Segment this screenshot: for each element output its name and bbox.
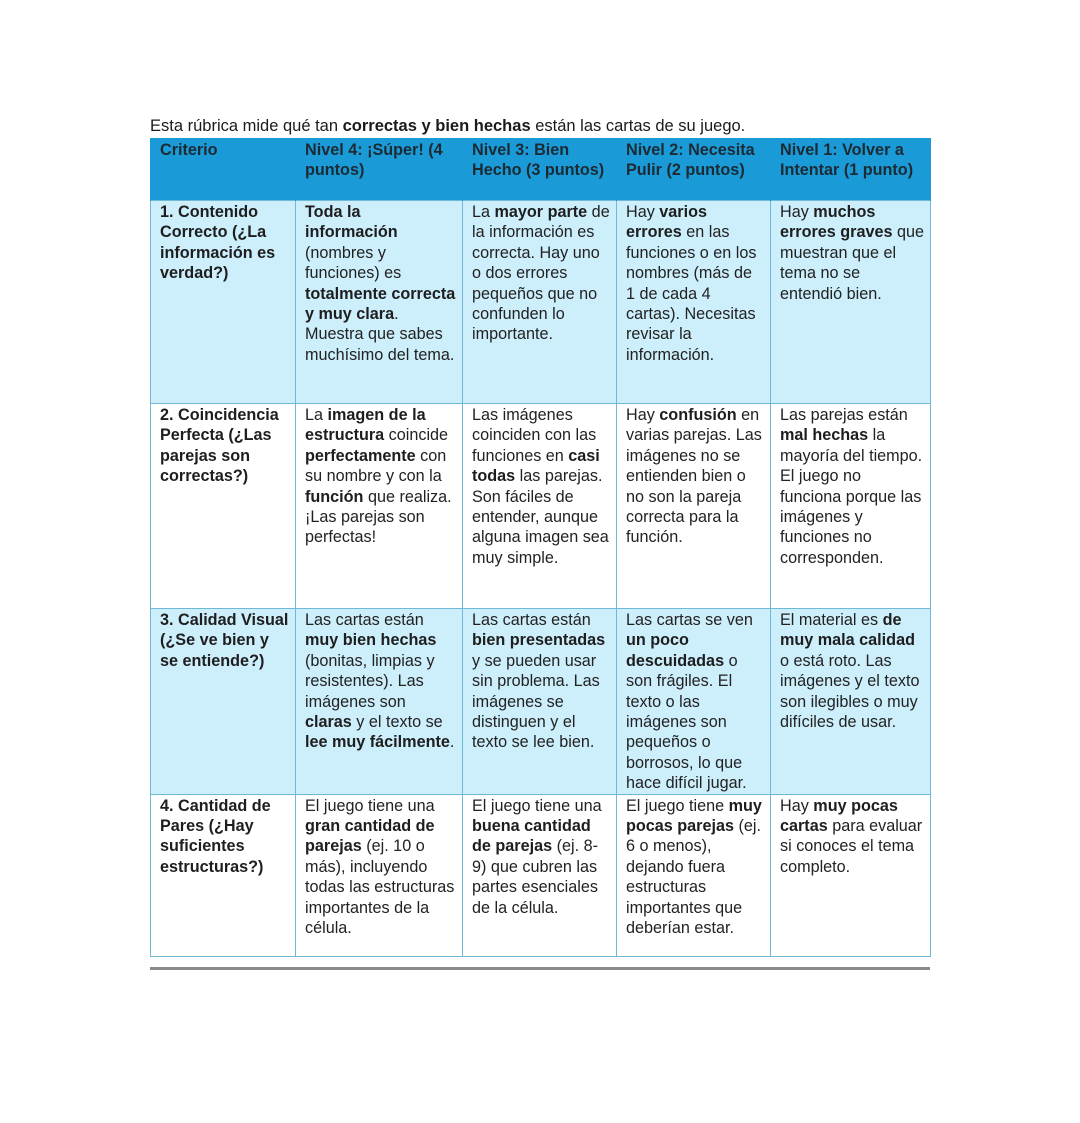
- bottom-divider: [150, 967, 930, 970]
- body-text: El juego tiene una: [472, 796, 602, 815]
- level-cell: [617, 201, 771, 404]
- body-text: y se pueden usar sin problema. Las imágenes se distinguen y el texto se lee bien.: [472, 651, 600, 752]
- emphasis-text: gran cantidad de parejas: [305, 817, 435, 856]
- body-text: La: [305, 406, 328, 424]
- body-text: (ej. 10 o más), incluyendo todas las estructuras importantes de la célula.: [305, 837, 455, 938]
- criterion-cell: 4. Cantidad de Pares (¿Hay suficientes estructuras?): [151, 794, 296, 956]
- emphasis-text: perfectamente: [305, 446, 416, 465]
- level-cell: [463, 404, 617, 609]
- body-text: Las cartas están: [472, 611, 591, 629]
- level-cell: [296, 201, 463, 404]
- body-text: las parejas. Son fáciles de entender, aunque alguna imagen sea muy simple.: [472, 467, 609, 567]
- emphasis-text: confusión: [659, 406, 737, 424]
- level-cell: [296, 404, 463, 609]
- emphasis-text: varios errores: [626, 203, 707, 242]
- table-row: [151, 404, 931, 609]
- emphasis-text: muy pocas cartas: [780, 796, 898, 836]
- criterion-cell: 2. Coincidencia Perfecta (¿Las parejas son correctas?): [151, 404, 296, 609]
- intro-text-start: Esta rúbrica mide qué tan: [150, 117, 343, 135]
- intro-sentence: [150, 116, 745, 136]
- body-text: (ej. 6 o menos), dejando fuera estructuras importantes que deberían estar.: [626, 817, 761, 938]
- header-nivel-2: Nivel 2: Necesita Pulir (2 puntos): [617, 138, 771, 201]
- body-text: (ej. 8-9) que cubren las partes esenciales de la célula.: [472, 837, 598, 917]
- emphasis-text: claras: [305, 713, 352, 732]
- level-cell: [771, 201, 931, 404]
- body-text: Las parejas están: [780, 406, 908, 424]
- body-text: Hay: [626, 203, 660, 221]
- emphasis-text: bien presentadas: [472, 631, 606, 650]
- emphasis-text: lee muy fácilmente: [305, 733, 450, 752]
- level-cell: [296, 609, 463, 795]
- level-cell: [771, 794, 931, 956]
- body-text: en varias parejas. Las imágenes no se entienden bien o no son la pareja correcta para la función.: [626, 406, 762, 547]
- emphasis-text: de muy mala calidad: [780, 611, 915, 650]
- rubric-table: [150, 138, 931, 957]
- body-text: El juego tiene una: [305, 796, 435, 815]
- header-row: [151, 138, 931, 201]
- body-text: y el texto se: [351, 713, 443, 732]
- body-text: coincide: [384, 426, 449, 445]
- body-text: (nombres y funciones) es: [305, 243, 402, 283]
- header-nivel-4: Nivel 4: ¡Súper! (4 puntos): [296, 138, 463, 201]
- emphasis-text: muy bien hechas: [305, 631, 437, 650]
- emphasis-text: mayor parte: [494, 203, 588, 221]
- level-cell: [771, 609, 931, 795]
- intro-text-bold: correctas y bien hechas: [342, 117, 531, 135]
- body-text: Las imágenes coinciden con las funciones en: [472, 406, 597, 465]
- level-cell: [463, 609, 617, 795]
- intro-text-end: están las cartas de su juego.: [530, 117, 746, 135]
- body-text: en las funciones o en los nombres (más de 1 de cada 4 cartas). Necesitas revisar la información.: [626, 223, 757, 364]
- body-text: Hay: [780, 203, 814, 221]
- emphasis-text: imagen de la estructura: [305, 406, 426, 445]
- body-text: .: [449, 733, 455, 752]
- emphasis-text: totalmente correcta y muy clara: [305, 284, 456, 324]
- emphasis-text: casi todas: [472, 446, 600, 486]
- body-text: Las cartas se ven: [626, 611, 753, 629]
- table-row: [151, 201, 931, 404]
- level-cell: [617, 794, 771, 956]
- emphasis-text: mal hechas: [780, 426, 869, 445]
- body-text: para evaluar si conoces el tema completo.: [780, 817, 923, 876]
- criterion-cell: 3. Calidad Visual (¿Se ve bien y se entiende?): [151, 609, 296, 795]
- body-text: Hay: [780, 796, 814, 815]
- body-text: La: [472, 203, 495, 221]
- body-text: o son frágiles. El texto o las imágenes son pequeños o borrosos, lo que hace difícil jugar.: [626, 651, 747, 793]
- level-cell: [617, 404, 771, 609]
- body-text: El material es: [780, 611, 883, 629]
- emphasis-text: muchos errores graves: [780, 203, 893, 242]
- header-criterio: Criterio: [151, 138, 296, 201]
- level-cell: [617, 609, 771, 795]
- emphasis-text: Toda la información: [305, 203, 398, 242]
- header-nivel-3: Nivel 3: Bien Hecho (3 puntos): [463, 138, 617, 201]
- level-cell: [771, 404, 931, 609]
- emphasis-text: muy pocas parejas: [626, 796, 762, 836]
- body-text: de la información es correcta. Hay uno o dos errores pequeños que no confunden lo importante.: [472, 203, 610, 344]
- body-text: con su nombre y con la: [305, 446, 447, 486]
- body-text: que muestran que el tema no se entendió bien.: [780, 223, 925, 303]
- level-cell: [463, 794, 617, 956]
- criterion-cell: 1. Contenido Correcto (¿La información es verdad?): [151, 201, 296, 404]
- emphasis-text: un poco descuidadas: [626, 631, 725, 670]
- body-text: (bonitas, limpias y resistentes). Las imágenes son: [305, 651, 435, 711]
- table-row: [151, 794, 931, 956]
- emphasis-text: buena cantidad de parejas: [472, 817, 591, 856]
- body-text: Hay: [626, 406, 660, 424]
- level-cell: [296, 794, 463, 956]
- body-text: El juego tiene: [626, 796, 729, 815]
- table-row: [151, 609, 931, 795]
- body-text: que realiza. ¡Las parejas son perfectas!: [305, 487, 452, 547]
- level-cell: [463, 201, 617, 404]
- header-nivel-1: Nivel 1: Volver a Intentar (1 punto): [771, 138, 931, 201]
- body-text: o está roto. Las imágenes y el texto son ilegibles o muy difíciles de usar.: [780, 651, 920, 732]
- body-text: Las cartas están: [305, 611, 424, 629]
- emphasis-text: función: [305, 487, 364, 506]
- body-text: . Muestra que sabes muchísimo del tema.: [305, 305, 455, 364]
- body-text: la mayoría del tiempo. El juego no funciona porque las imágenes y funciones no corresponden.: [780, 426, 923, 567]
